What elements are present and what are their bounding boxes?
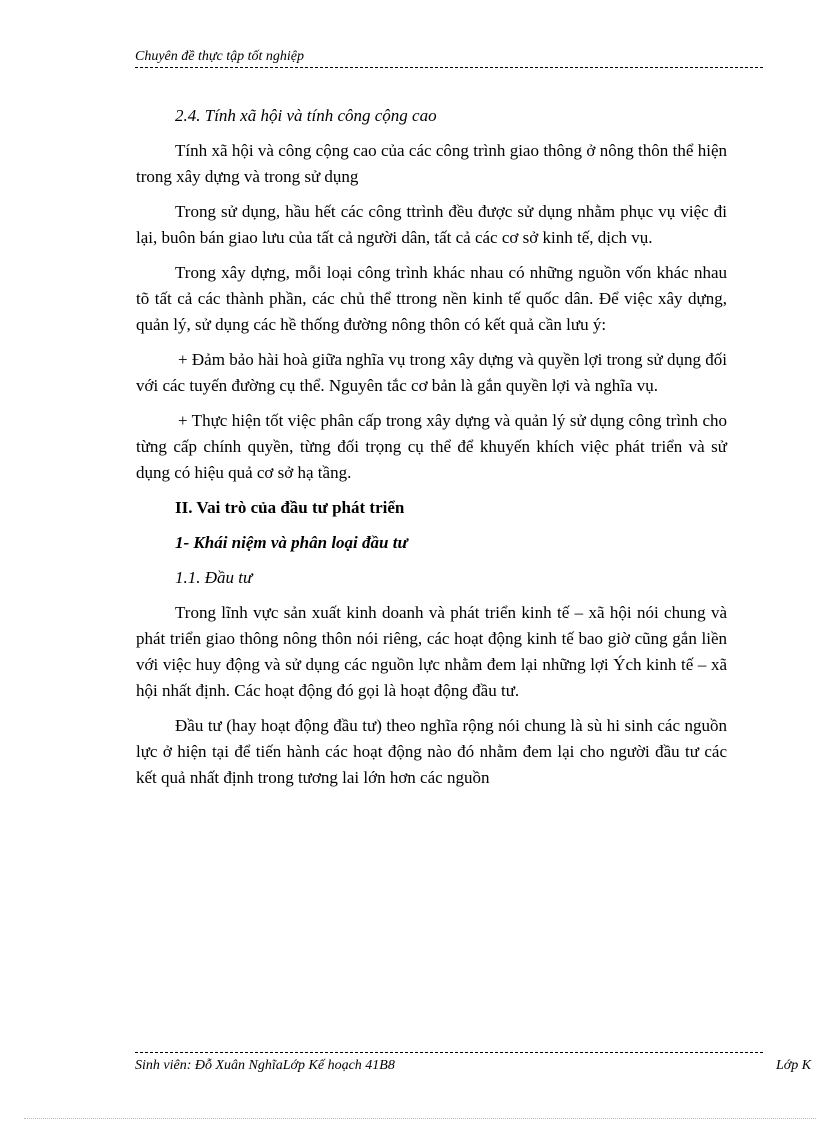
page-header	[135, 48, 763, 68]
page-bottom-border	[24, 1118, 816, 1119]
section-1-1-heading: 1.1. Đầu tư	[175, 568, 253, 587]
section-2-4-heading: 2.4. Tính xã hội và tính công cộng cao	[175, 106, 437, 125]
bullet-2: + Thực hiện tốt việc phân cấp trong xây dựng và quản lý sử dụng công trình cho từng cấp chính quyền, từng đối trọng cụ thể để khuyến khích việc phát triển và sử dụng có hiệu quả cơ sở hạ tầng.	[136, 411, 727, 482]
paragraph-5: Đầu tư (hay hoạt động đầu tư) theo nghĩa rộng nói chung là sù hi sinh các nguồn lực ở hiện tại để tiến hành các hoạt động nào đó nhằm đem lại cho người đầu tư các kết quả nhất định trong tương lai lớn hơn các nguồn	[136, 716, 727, 787]
paragraph-3: Trong xây dựng, mỗi loại công trình khác nhau có những nguồn vốn khác nhau tõ tất cả các thành phần, các chủ thể ttrong nền kinh tế quốc dân. Để việc xây dựng, quản lý, sử dụng các hề thống đường nông thôn có kết quả cần lưu ý:	[136, 263, 727, 334]
page-footer	[135, 1058, 816, 1074]
paragraph-2: Trong sử dụng, hầu hết các công ttrình đều được sử dụng nhằm phục vụ việc đi lại, buôn bán giao lưu của tất cả người dân, tất cả các cơ sở kinh tế, dịch vụ.	[136, 202, 727, 247]
header-title: Chuyên đề thực tập tốt nghiệp	[135, 49, 304, 64]
footer-divider	[135, 1052, 763, 1053]
footer-student: Sinh viên: Đỗ Xuân NghĩaLớp Kế hoạch 41B8	[135, 1058, 395, 1073]
section-1-heading: 1- Khái niệm và phân loại đầu tư	[175, 533, 408, 552]
bullet-1: + Đảm bảo hài hoà giữa nghĩa vụ trong xây dựng và quyền lợi trong sử dụng đối với các tuyến đường cụ thể. Nguyên tắc cơ bản là gắn quyền lợi và nghĩa vụ.	[136, 350, 727, 395]
document-body	[136, 103, 727, 800]
paragraph-1: Tính xã hội và công cộng cao của các công trình giao thông ở nông thôn thể hiện trong xây dựng và trong sử dụng	[136, 141, 727, 186]
paragraph-4: Trong lĩnh vực sản xuất kinh doanh và phát triển kinh tế – xã hội nói chung và phát triển giao thông nông thôn nói riêng, các hoạt động kinh tế bao giờ cũng gắn liền với việc huy động và sử dụng các nguồn lực nhằm đem lại những lợi Ých kinh tế – xã hội nhất định. Các hoạt động đó gọi là hoạt động đầu tư.	[136, 603, 727, 700]
section-II-heading: II. Vai trò của đầu tư phát triển	[175, 498, 405, 517]
footer-class: Lớp K	[776, 1058, 812, 1073]
